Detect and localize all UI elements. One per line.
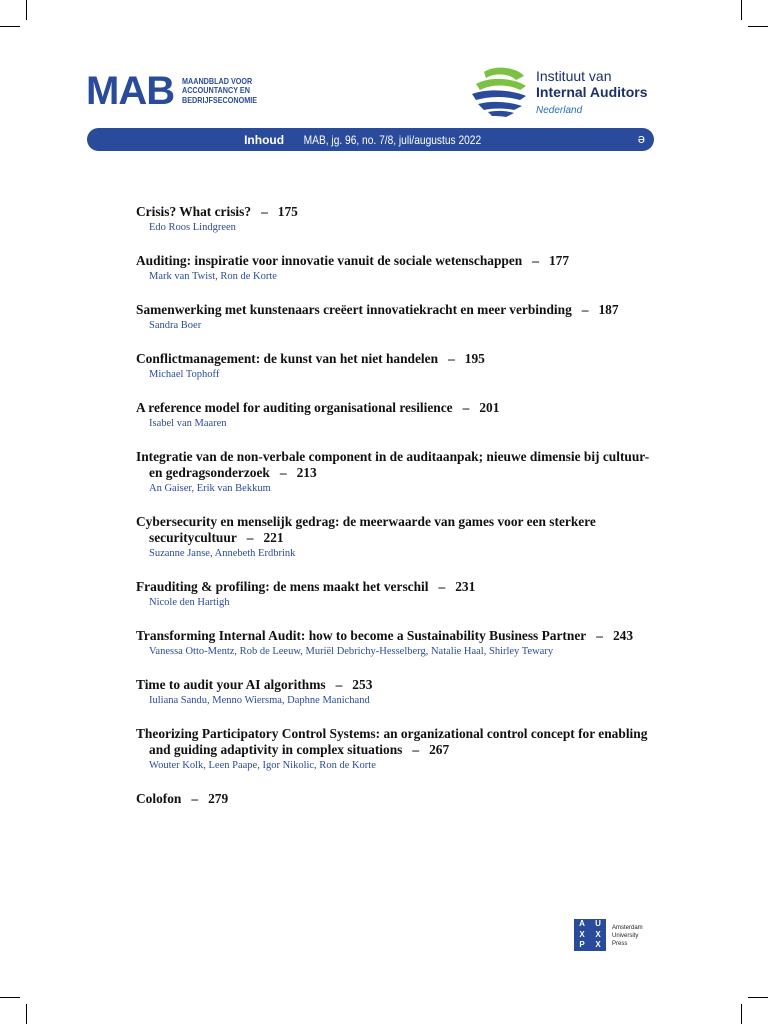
separator-dash: – <box>191 791 199 806</box>
toc-entry-heading <box>136 253 656 269</box>
toc-entry-heading <box>136 726 656 758</box>
separator-dash: – <box>261 204 268 219</box>
toc-entry[interactable] <box>136 302 656 333</box>
toc-entry-title: Crisis? What crisis? <box>136 204 252 219</box>
aup-logo <box>574 919 643 951</box>
toc-entry[interactable] <box>136 726 656 773</box>
toc-entry-authors: Wouter Kolk, Leen Paape, Igor Nikolic, Ron de Korte <box>149 760 376 771</box>
toc-entry-title: Auditing: inspiratie voor innovatie vanuit de sociale wetenschappen <box>136 253 523 268</box>
toc-entry-authors: Edo Roos Lindgreen <box>149 222 236 233</box>
aup-text-line: Press <box>612 941 628 947</box>
toc-entry-heading <box>136 302 656 318</box>
toc-entry-authors: Nicole den Hartigh <box>149 597 230 608</box>
aup-letter: X <box>595 929 601 939</box>
toc-entry[interactable] <box>136 204 656 235</box>
toc-entry-page: 221 <box>263 530 284 545</box>
toc-entry-heading <box>136 351 656 367</box>
aup-letter: A <box>579 919 585 928</box>
crop-mark <box>0 997 20 998</box>
aup-text <box>612 924 643 948</box>
aup-letter: U <box>595 919 601 928</box>
iia-country: Nederland <box>536 105 583 116</box>
toc-entry[interactable] <box>136 628 656 659</box>
iia-name-line1: Instituut van <box>536 68 612 84</box>
mab-wordmark: MAB <box>86 69 175 113</box>
aup-letter: X <box>595 940 601 950</box>
open-access-icon: ə <box>637 131 645 146</box>
toc-entry-title: Time to audit your AI algorithms <box>136 677 326 692</box>
globe-icon <box>470 66 528 118</box>
toc-entry[interactable] <box>136 253 656 284</box>
separator-dash: – <box>438 579 446 594</box>
toc-entry[interactable] <box>136 791 656 807</box>
toc-entry-title: Colofon <box>136 791 182 806</box>
toc-entry[interactable] <box>136 351 656 382</box>
toc-entry-heading <box>136 579 656 595</box>
iia-text <box>536 66 648 118</box>
separator-dash: – <box>279 465 287 480</box>
mab-logo <box>86 69 270 113</box>
toc-entry[interactable] <box>136 449 656 496</box>
toc-entry[interactable] <box>136 400 656 431</box>
crop-mark <box>0 26 20 27</box>
separator-dash: – <box>581 302 589 317</box>
toc-entry[interactable] <box>136 579 656 610</box>
toc-entry-heading <box>136 400 656 416</box>
toc-entry-authors: An Gaiser, Erik van Bekkum <box>149 483 271 494</box>
issue-banner <box>87 128 654 151</box>
toc-entry-authors: Vanessa Otto-Mentz, Rob de Leeuw, Muriël Debrichy-Hesselberg, Natalie Haal, Shirley Tewary <box>149 646 554 657</box>
separator-dash: – <box>596 628 603 643</box>
toc-entry-page: 195 <box>464 351 485 366</box>
banner-title: Inhoud <box>244 132 285 147</box>
iia-name-line2: Internal Auditors <box>536 84 648 100</box>
aup-letter: P <box>579 940 585 950</box>
aup-letter: X <box>579 929 585 939</box>
toc-entry-heading <box>136 628 656 644</box>
aup-mark <box>574 919 606 951</box>
aup-text-line: University <box>612 933 639 939</box>
toc-entry-authors: Iuliana Sandu, Menno Wiersma, Daphne Manichand <box>149 695 370 706</box>
separator-dash: – <box>412 742 420 757</box>
crop-mark <box>741 1004 742 1024</box>
separator-dash: – <box>246 530 254 545</box>
toc-entry-heading <box>136 449 656 481</box>
toc-entry-page: 279 <box>208 791 229 806</box>
crop-mark <box>26 1004 27 1024</box>
table-of-contents <box>136 204 656 825</box>
mab-subtitle-line: ACCOUNTANCY EN <box>182 85 251 96</box>
toc-entry-page: 175 <box>277 204 298 219</box>
toc-entry-page: 243 <box>612 628 634 643</box>
toc-entry-title: Cybersecurity en menselijk gedrag: de meerwaarde van games voor een sterkere securitycultuur <box>136 514 596 545</box>
aup-text-line: Amsterdam <box>612 925 643 931</box>
toc-entry-title: Conflictmanagement: de kunst van het niet handelen <box>136 351 439 366</box>
iia-logo <box>470 66 648 118</box>
toc-entry-authors: Michael Tophoff <box>149 369 220 380</box>
crop-mark <box>748 997 768 998</box>
toc-entry-authors: Sandra Boer <box>149 320 202 331</box>
toc-entry-page: 187 <box>598 302 619 317</box>
toc-entry-heading <box>136 677 656 693</box>
toc-entry-page: 253 <box>352 677 373 692</box>
mab-subtitle-line: MAANDBLAD VOOR <box>182 75 253 86</box>
toc-entry-page: 201 <box>479 400 500 415</box>
separator-dash: – <box>462 400 470 415</box>
toc-entry-page: 213 <box>296 465 317 480</box>
toc-entry-page: 267 <box>429 742 450 757</box>
crop-mark <box>26 0 27 20</box>
toc-entry-page: 177 <box>548 253 570 268</box>
separator-dash: – <box>335 677 343 692</box>
toc-entry[interactable] <box>136 514 656 561</box>
toc-entry-heading <box>136 514 656 546</box>
crop-mark <box>748 26 768 27</box>
separator-dash: – <box>448 351 455 366</box>
toc-entry-title: Frauditing & profiling: de mens maakt het verschil <box>136 579 429 594</box>
toc-entry-title: Integratie van de non-verbale component in de auditaanpak; nieuwe dimensie bij cultuur- en gedragsonderzoek <box>136 449 650 480</box>
toc-entry-title: Transforming Internal Audit: how to become a Sustainability Business Partner <box>136 628 587 643</box>
crop-mark <box>741 0 742 20</box>
toc-entry-heading <box>136 791 656 807</box>
toc-entry[interactable] <box>136 677 656 708</box>
banner-issue-info: MAB, jg. 96, no. 7/8, juli/augustus 2022 <box>303 132 482 147</box>
separator-dash: – <box>532 253 539 268</box>
toc-entry-authors: Suzanne Janse, Annebeth Erdbrink <box>149 548 296 559</box>
toc-entry-page: 231 <box>455 579 476 594</box>
toc-entry-title: Theorizing Participatory Control Systems: an organizational control concept for enabling and guiding adaptivity in complex situations <box>136 726 648 757</box>
toc-entry-heading <box>136 204 656 220</box>
toc-entry-title: A reference model for auditing organisational resilience <box>136 400 453 415</box>
toc-entry-authors: Mark van Twist, Ron de Korte <box>149 271 277 282</box>
mab-subtitle-line: BEDRIJFSECONOMIE <box>182 94 258 105</box>
toc-entry-title: Samenwerking met kunstenaars creëert innovatiekracht en meer verbinding <box>136 302 572 317</box>
mab-subtitle <box>182 77 257 106</box>
toc-entry-authors: Isabel van Maaren <box>149 418 227 429</box>
